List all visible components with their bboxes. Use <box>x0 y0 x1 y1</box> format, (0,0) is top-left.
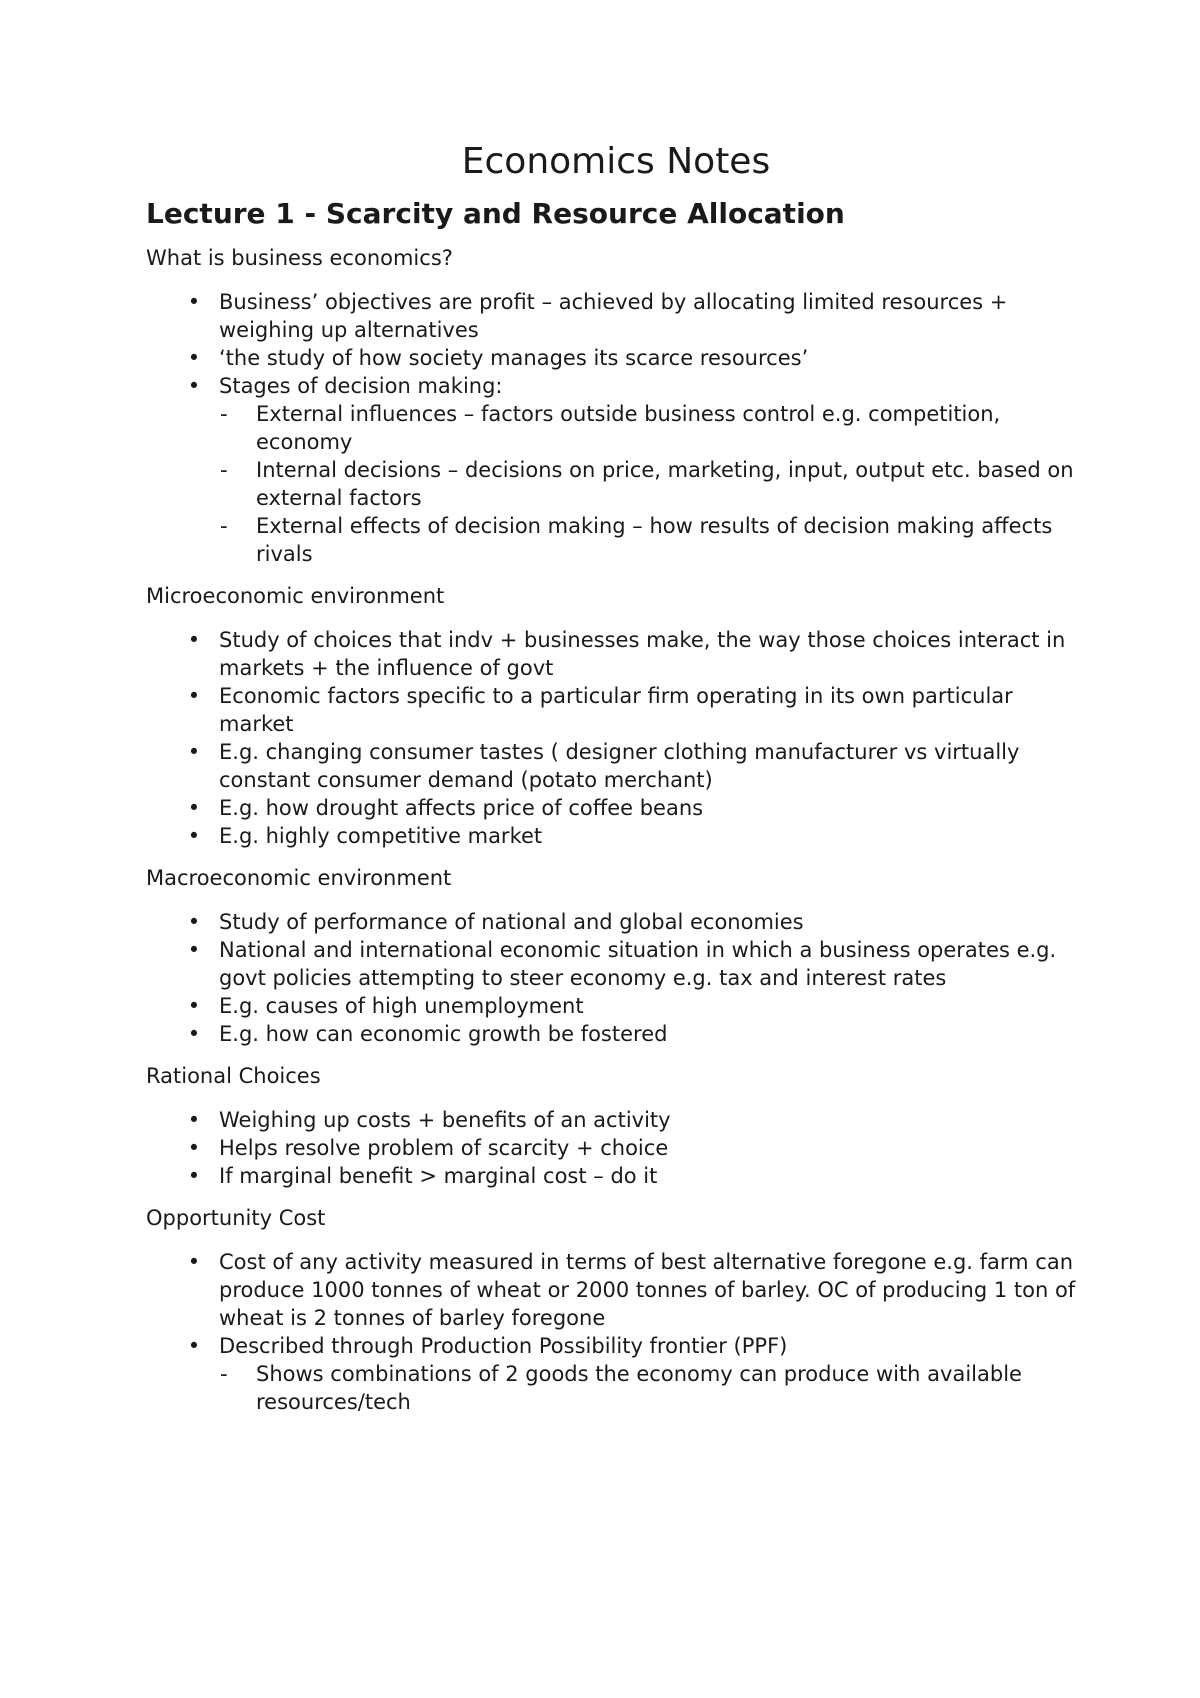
bullet-item <box>146 344 1086 372</box>
section-heading: What is business economics? <box>146 246 453 270</box>
bullet-text: Helps resolve problem of scarcity + choice <box>219 1136 669 1160</box>
bullet-item <box>146 1134 1086 1162</box>
dash-item <box>219 1360 1086 1416</box>
bullet-item <box>146 1020 1086 1048</box>
dash-item <box>219 400 1086 456</box>
note-section <box>146 582 1086 850</box>
bullet-list <box>146 1248 1086 1416</box>
bullet-text: Study of performance of national and global economies <box>219 910 804 934</box>
dash-icon: - <box>220 458 228 482</box>
bullet-item <box>146 626 1086 682</box>
note-section <box>146 1062 1086 1190</box>
sub-list-container <box>146 1360 1086 1416</box>
bullet-text: Weighing up costs + benefits of an activity <box>219 1108 671 1132</box>
bullet-text: E.g. how drought affects price of coffee beans <box>219 796 704 820</box>
bullet-icon: • <box>187 1164 201 1188</box>
bullet-item <box>146 992 1086 1020</box>
dash-list <box>219 400 1086 568</box>
bullet-icon: • <box>187 290 201 314</box>
dash-list <box>219 1360 1086 1416</box>
bullet-text: Study of choices that indv + businesses make, the way those choices interact in markets + the influence of govt <box>219 628 1066 680</box>
bullet-text: E.g. changing consumer tastes ( designer clothing manufacturer vs virtually constant consumer demand (potato merchant) <box>219 740 1020 792</box>
bullet-item <box>146 1106 1086 1134</box>
bullet-icon: • <box>187 740 201 764</box>
bullet-text: E.g. how can economic growth be fostered <box>219 1022 668 1046</box>
bullet-text: Cost of any activity measured in terms of best alternative foregone e.g. farm can produce 1000 tonnes of wheat or 2000 tonnes of barley. OC of producing 1 ton of wheat is 2 tonnes of barley foregone <box>219 1250 1076 1330</box>
document-title: Economics Notes <box>461 141 771 182</box>
bullet-icon: • <box>187 1108 201 1132</box>
bullet-item <box>146 372 1086 400</box>
bullet-list <box>146 626 1086 850</box>
document-page <box>146 140 1086 1430</box>
section-heading: Opportunity Cost <box>146 1206 326 1230</box>
bullet-item <box>146 936 1086 992</box>
bullet-icon: • <box>187 994 201 1018</box>
dash-icon: - <box>220 1362 228 1386</box>
bullet-text: Described through Production Possibility frontier (PPF) <box>219 1334 788 1358</box>
note-section <box>146 1204 1086 1416</box>
bullet-item <box>146 288 1086 344</box>
bullet-item <box>146 682 1086 738</box>
bullet-icon: • <box>187 1022 201 1046</box>
bullet-item <box>146 1332 1086 1360</box>
dash-text: Shows combinations of 2 goods the economy can produce with available resources/tech <box>256 1362 1022 1414</box>
bullet-text: E.g. highly competitive market <box>219 824 543 848</box>
bullet-icon: • <box>187 346 201 370</box>
bullet-icon: • <box>187 1334 201 1358</box>
bullet-text: Stages of decision making: <box>219 374 503 398</box>
bullet-text: ‘the study of how society manages its scarce resources’ <box>219 346 809 370</box>
bullet-icon: • <box>187 910 201 934</box>
bullet-icon: • <box>187 796 201 820</box>
bullet-list <box>146 288 1086 568</box>
section-heading: Macroeconomic environment <box>146 866 452 890</box>
dash-text: External effects of decision making – how results of decision making affects rivals <box>256 514 1053 566</box>
bullet-icon: • <box>187 374 201 398</box>
bullet-list <box>146 908 1086 1048</box>
notes-body <box>146 244 1086 1416</box>
bullet-icon: • <box>187 628 201 652</box>
section-heading: Rational Choices <box>146 1064 321 1088</box>
dash-icon: - <box>220 514 228 538</box>
bullet-icon: • <box>187 938 201 962</box>
bullet-text: If marginal benefit > marginal cost – do it <box>219 1164 658 1188</box>
note-section <box>146 864 1086 1048</box>
bullet-icon: • <box>187 684 201 708</box>
dash-icon: - <box>220 402 228 426</box>
bullet-text: E.g. causes of high unemployment <box>219 994 584 1018</box>
bullet-text: Economic factors specific to a particular firm operating in its own particular market <box>219 684 1013 736</box>
dash-item <box>219 512 1086 568</box>
bullet-icon: • <box>187 1250 201 1274</box>
bullet-text: Business’ objectives are profit – achieved by allocating limited resources + weighing up alternatives <box>219 290 1008 342</box>
bullet-item <box>146 738 1086 794</box>
dash-item <box>219 456 1086 512</box>
bullet-icon: • <box>187 824 201 848</box>
bullet-text: National and international economic situation in which a business operates e.g. govt policies attempting to steer economy e.g. tax and interest rates <box>219 938 1057 990</box>
dash-text: External influences – factors outside business control e.g. competition, economy <box>256 402 1001 454</box>
bullet-item <box>146 1248 1086 1332</box>
sub-list-container <box>146 400 1086 568</box>
bullet-list <box>146 1106 1086 1190</box>
bullet-item <box>146 1162 1086 1190</box>
bullet-item <box>146 794 1086 822</box>
bullet-item <box>146 822 1086 850</box>
bullet-item <box>146 908 1086 936</box>
lecture-heading: Lecture 1 - Scarcity and Resource Allocation <box>146 197 845 230</box>
dash-text: Internal decisions – decisions on price, marketing, input, output etc. based on external factors <box>256 458 1074 510</box>
bullet-icon: • <box>187 1136 201 1160</box>
note-section <box>146 244 1086 568</box>
section-heading: Microeconomic environment <box>146 584 445 608</box>
